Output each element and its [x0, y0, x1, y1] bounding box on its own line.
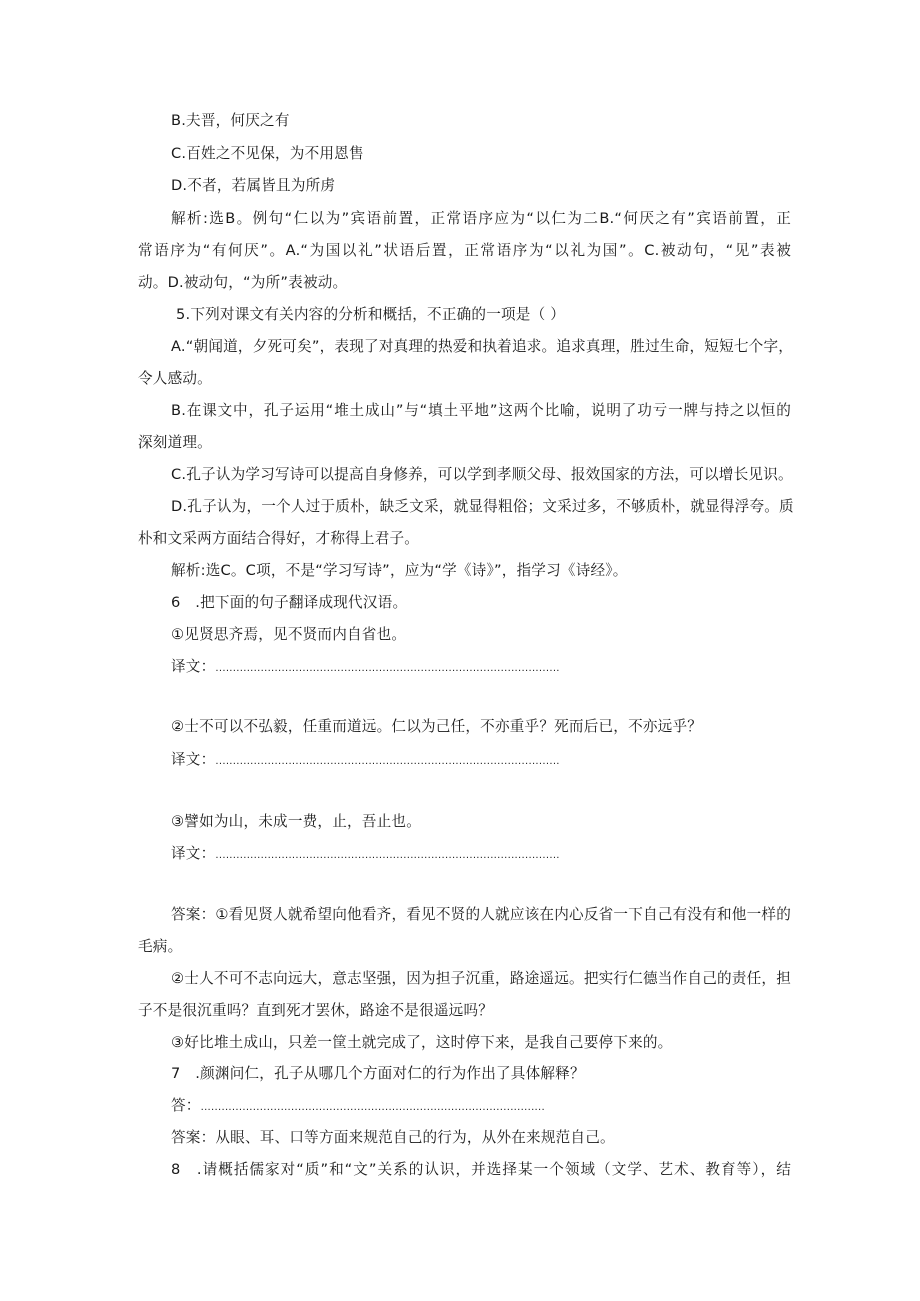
- answer-dotted-line: ...................................................................................................: [215, 756, 560, 767]
- q6-translation-blank-1: [171, 657, 791, 679]
- q4-option-b: B.夫晋，何厌之有: [171, 112, 290, 129]
- q4-analysis-line1: 解析:选B。例句“仁以为”宾语前置，正常语序应为“以仁为二B.“何厌之有”宾语前置，正: [171, 210, 791, 227]
- q6-translation-blank-2: [171, 750, 791, 772]
- q6-answer-line5: ③好比堆土成山，只差一筐土就完成了，这时停下来，是我自己要停下来的。: [171, 1034, 673, 1051]
- q5-analysis: 解析:选C。C项，不是“学习写诗”，应为“学《诗》”，指学习《诗经》。: [171, 562, 628, 579]
- q6-answer-line4: 子不是很沉重吗？直到死才罢休，路途不是很遥远吗？: [138, 1002, 494, 1019]
- q6-sentence-1: ①见贤思齐焉，见不贤而内自省也。: [171, 626, 407, 643]
- q5-option-d-line2: 朴和文采两方面结合得好，才称得上君子。: [138, 530, 420, 547]
- q4-analysis-line2: 常语序为“有何厌”。A.“为国以礼”状语后置，正常语序为“以礼为国”。C.被动句，“见”表被: [138, 242, 791, 259]
- q6-answer-line1: 答案：①看见贤人就希望向他看齐，看见不贤的人就应该在内心反省一下自己有没有和他一样的: [171, 906, 791, 923]
- q6-sentence-3: ③譬如为山，未成一费，止，吾止也。: [171, 813, 421, 830]
- q4-option-c: C.百姓之不见保，为不用恩售: [171, 145, 364, 162]
- answer-label: 答：: [171, 1097, 201, 1114]
- q5-option-a-line1: A.“朝闻道，夕死可矣”，表现了对真理的热爱和执着追求。追求真理，胜过生命，短短七个字，: [171, 338, 794, 355]
- q7-answer-blank: [171, 1096, 791, 1118]
- answer-dotted-line: ...................................................................................................: [215, 663, 560, 674]
- answer-dotted-line: ...................................................................................................: [215, 850, 560, 861]
- q7-answer: 答案：从眼、耳、口等方面来规范自己的行为，从外在来规范自己。: [171, 1129, 615, 1146]
- q6-stem: 6 .把下面的句子翻译成现代汉语。: [171, 594, 408, 611]
- q5-option-c: C.孔子认为学习写诗可以提高自身修养，可以学到孝顺父母、报效国家的方法，可以增长见识。: [171, 466, 793, 483]
- q6-translation-blank-3: [171, 844, 791, 866]
- q4-analysis-line3: 动。D.被动句，“为所”表被动。: [138, 274, 348, 291]
- q6-answer-line2: 毛病。: [138, 938, 183, 955]
- q8-stem: 8 .请概括儒家对“质”和“文”关系的认识，并选择某一个领域（文学、艺术、教育等），结: [171, 1161, 791, 1178]
- translation-label: 译文：: [171, 751, 216, 768]
- q6-sentence-2: ②士不可以不弘毅，任重而道远。仁以为己任，不亦重乎？死而后已，不亦远乎？: [171, 718, 703, 735]
- q5-option-b-line2: 深刻道理。: [138, 434, 212, 451]
- q5-option-d-line1: D.孔子认为，一个人过于质朴，缺乏文采，就显得粗俗；文采过多，不够质朴，就显得浮夸。质: [171, 498, 794, 515]
- translation-label: 译文：: [171, 658, 216, 675]
- q6-answer-line3: ②士人不可不志向远大，意志坚强，因为担子沉重，路途遥远。把实行仁德当作自己的责任，担: [171, 970, 791, 987]
- q5-option-a-line2: 令人感动。: [138, 370, 212, 387]
- answer-dotted-line: ...................................................................................................: [200, 1102, 545, 1113]
- translation-label: 译文：: [171, 845, 216, 862]
- q5-option-b-line1: B.在课文中，孔子运用“堆土成山”与“填土平地”这两个比喻，说明了功亏一牌与持之以恒的: [171, 402, 791, 419]
- q5-stem: 5.下列对课文有关内容的分析和概括，不正确的一项是（ ）: [176, 306, 566, 323]
- q4-option-d: D.不者，若属皆且为所虏: [171, 177, 336, 194]
- q7-stem: 7 .颜渊问仁，孔子从哪几个方面对仁的行为作出了具体解释？: [171, 1065, 585, 1082]
